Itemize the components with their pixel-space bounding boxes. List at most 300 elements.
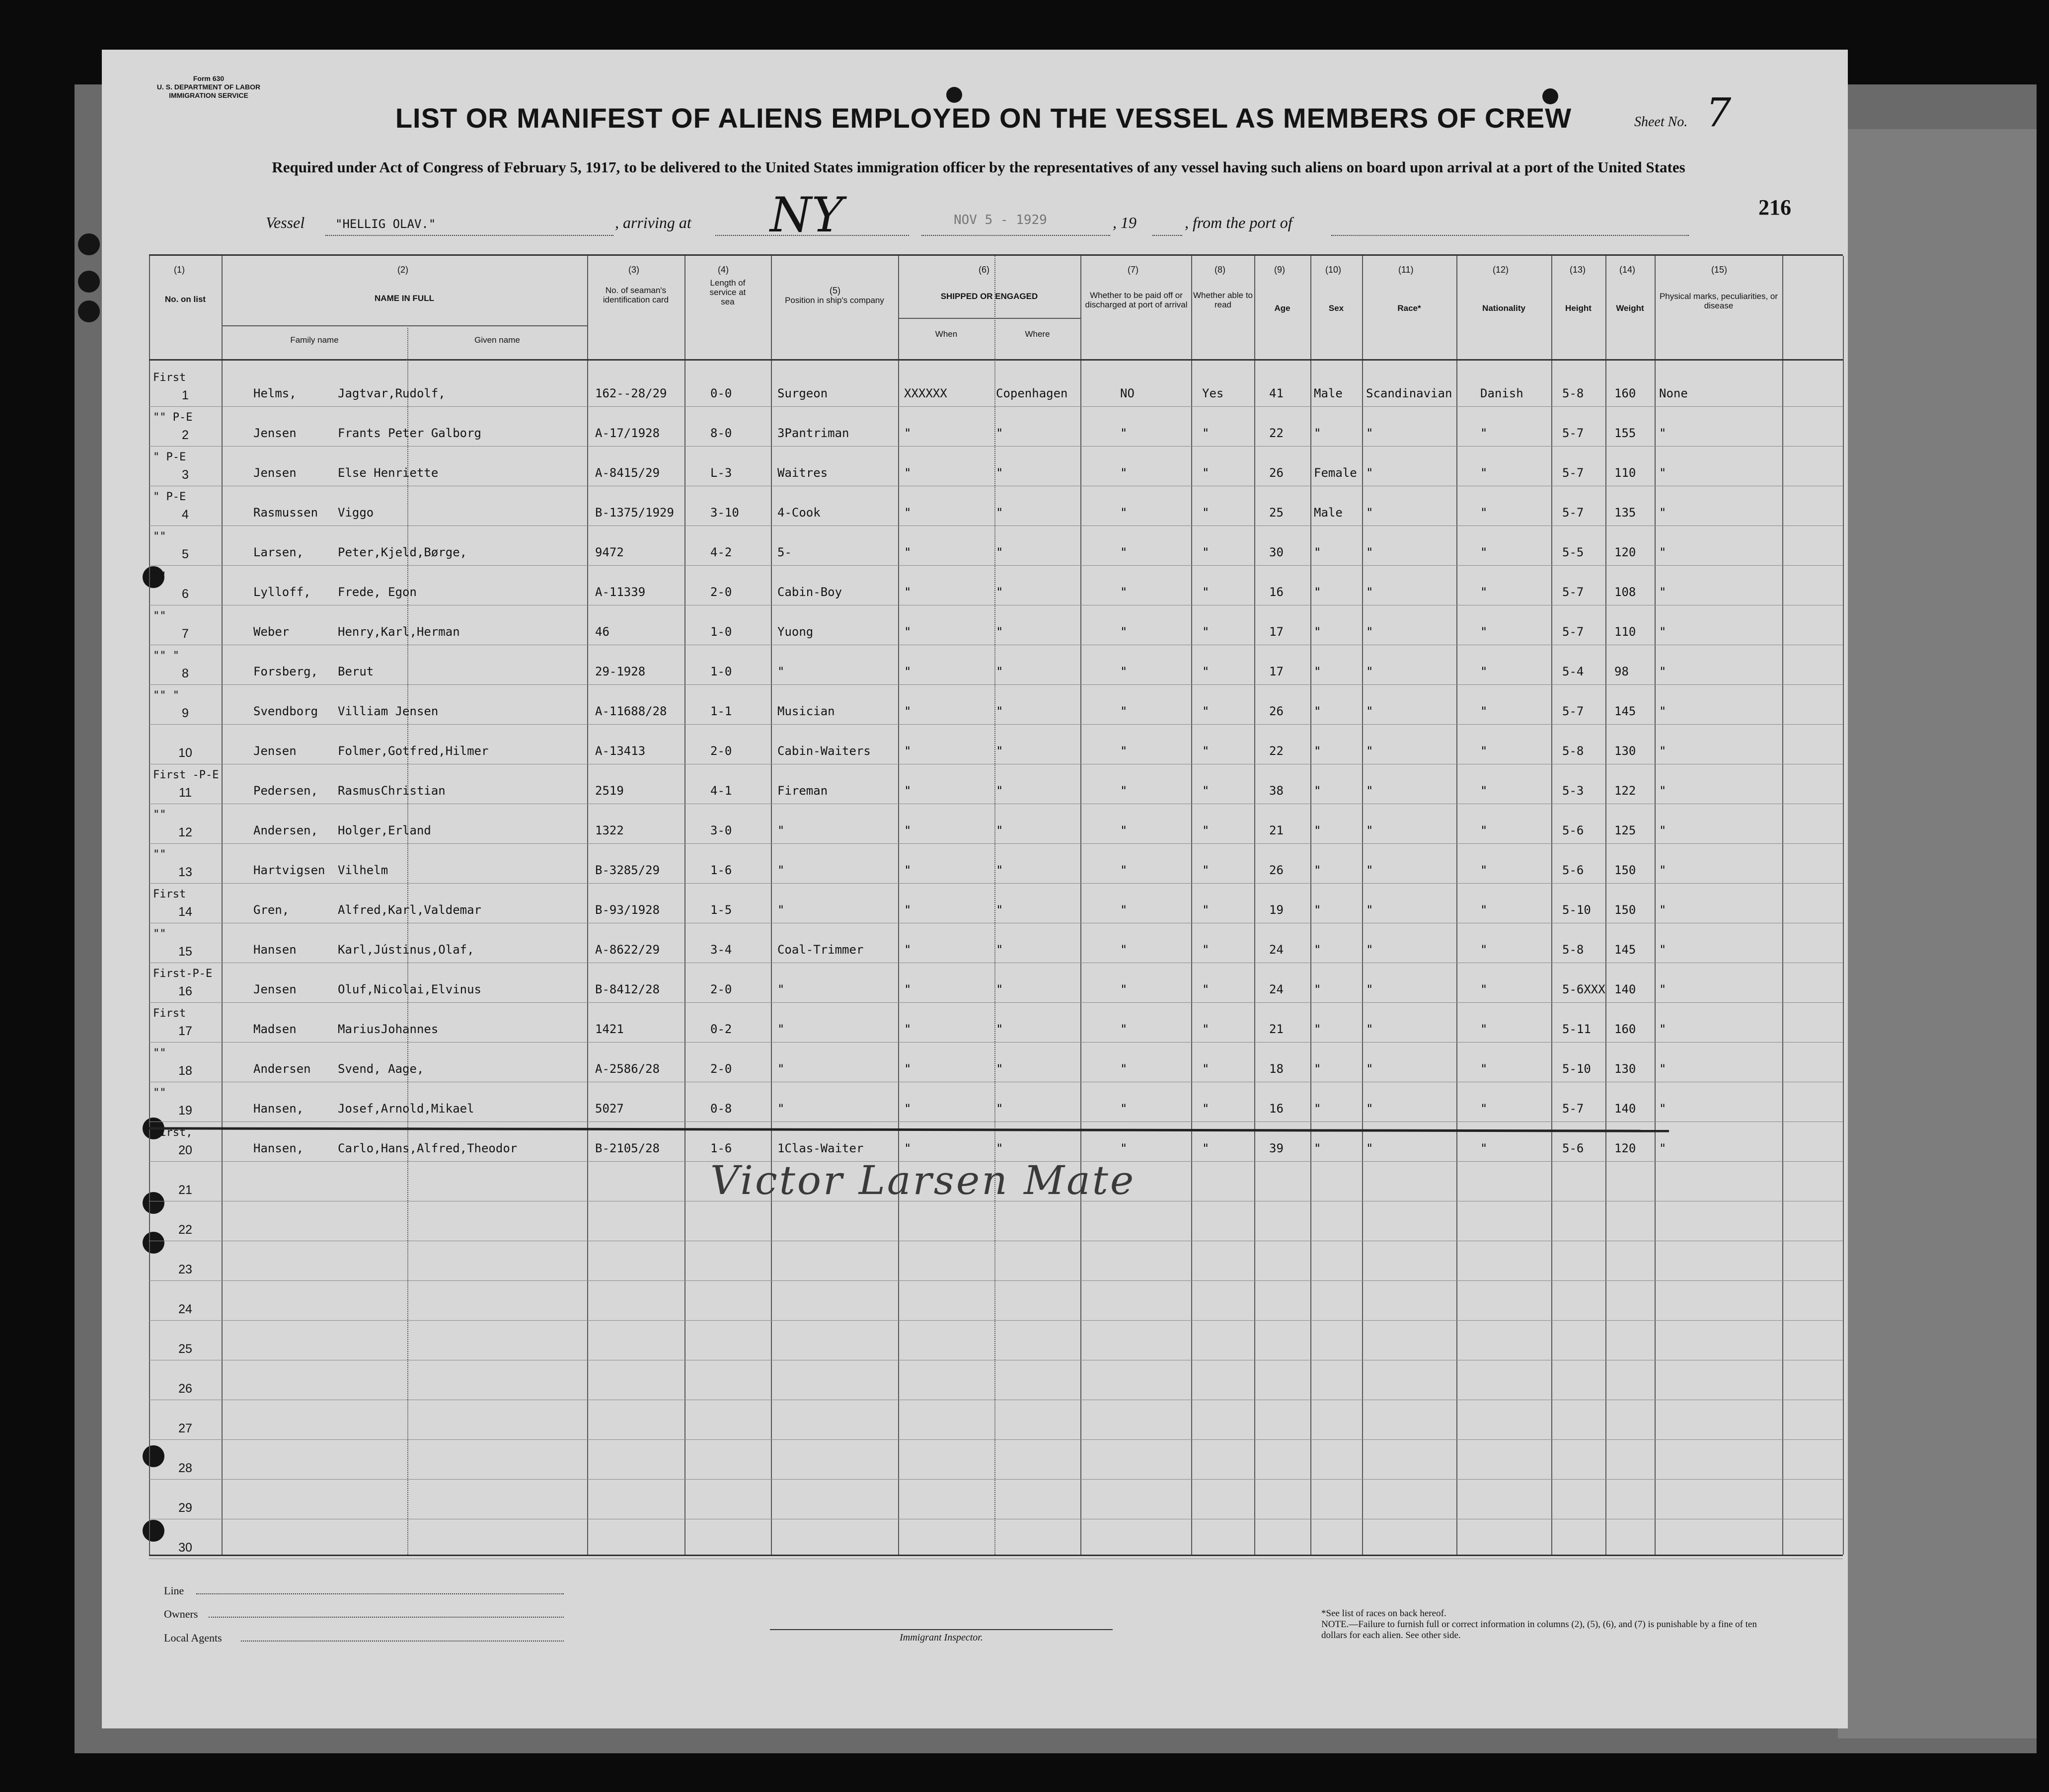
first-trip-mark: First <box>153 888 186 900</box>
sex: " <box>1314 665 1321 678</box>
given-name: Else Henriette <box>338 466 439 480</box>
row-number: 29 <box>178 1501 192 1515</box>
card-number: B-93/1928 <box>595 903 660 917</box>
physical-marks: " <box>1659 545 1667 559</box>
col11-num: (11) <box>1398 265 1414 275</box>
card-number: 2519 <box>595 784 624 798</box>
height: 5-8 <box>1562 943 1584 957</box>
card-number: A-17/1928 <box>595 426 660 440</box>
given-name: Alfred,Karl,Valdemar <box>338 903 481 917</box>
inspector-signature-line: Immigrant Inspector. <box>770 1629 1113 1643</box>
position: " <box>777 863 785 877</box>
service-length: 1-6 <box>710 1141 732 1155</box>
family-name: Helms, <box>253 386 297 400</box>
weight: 140 <box>1614 982 1636 996</box>
row-number: 21 <box>178 1183 192 1197</box>
card-number: B-8412/28 <box>595 982 660 996</box>
able-to-read: " <box>1202 1022 1210 1036</box>
weight: 120 <box>1614 1141 1636 1155</box>
age: 39 <box>1269 1141 1284 1155</box>
nationality: " <box>1480 704 1488 718</box>
punch-hole <box>78 233 100 255</box>
shipped-where: " <box>996 823 1003 837</box>
position: Musician <box>777 704 835 718</box>
agents-label: Local Agents <box>164 1632 222 1644</box>
paid-off: " <box>1120 1062 1128 1076</box>
nationality: " <box>1480 506 1488 520</box>
physical-marks: " <box>1659 863 1667 877</box>
family-name-header: Family name <box>290 335 339 345</box>
physical-marks: " <box>1659 506 1667 520</box>
sex: Female <box>1314 466 1357 480</box>
paid-off: " <box>1120 1141 1128 1155</box>
row-number: 13 <box>178 865 192 879</box>
race: " <box>1366 545 1373 559</box>
weight: 122 <box>1614 784 1636 798</box>
shipped-when: " <box>904 1102 911 1116</box>
given-name: Holger,Erland <box>338 823 431 837</box>
first-trip-mark: "" <box>153 570 166 583</box>
height: 5-3 <box>1562 784 1584 798</box>
position: Cabin-Boy <box>777 585 842 599</box>
family-name: Lylloff, <box>253 585 311 599</box>
col13-num: (13) <box>1570 265 1586 275</box>
height: 5-8 <box>1562 386 1584 400</box>
col1-num: (1) <box>174 265 185 275</box>
age: 21 <box>1269 1022 1284 1036</box>
age: 17 <box>1269 665 1284 678</box>
height: 5-7 <box>1562 506 1584 520</box>
shipped-when: " <box>904 625 911 639</box>
given-name: Svend, Aage, <box>338 1062 424 1076</box>
age: 24 <box>1269 943 1284 957</box>
nationality: " <box>1480 982 1488 996</box>
height: 5-6XXX <box>1562 982 1605 996</box>
physical-marks: None <box>1659 386 1688 400</box>
shipped-where: " <box>996 665 1003 678</box>
row-number: 5 <box>182 547 189 561</box>
row-number: 9 <box>182 706 189 720</box>
able-to-read: Yes <box>1202 386 1224 400</box>
shipped-where: " <box>996 1022 1003 1036</box>
shipped-when: " <box>904 545 911 559</box>
card-number: A-8622/29 <box>595 943 660 957</box>
service-length: 8-0 <box>710 426 732 440</box>
vessel-name: "HELLIG OLAV." <box>335 217 436 231</box>
height: 5-10 <box>1562 903 1591 917</box>
first-trip-mark: "" <box>153 809 166 821</box>
paid-off: " <box>1120 982 1128 996</box>
race: " <box>1366 704 1373 718</box>
shipped-where: " <box>996 903 1003 917</box>
row-number: 6 <box>182 587 189 601</box>
service-length: 3-4 <box>710 943 732 957</box>
weight: 160 <box>1614 386 1636 400</box>
row-number: 20 <box>178 1143 192 1157</box>
able-to-read: " <box>1202 784 1210 798</box>
shipped-where: " <box>996 1102 1003 1116</box>
line-field <box>196 1593 564 1594</box>
where-header: Where <box>1025 329 1050 339</box>
paid-off: " <box>1120 545 1128 559</box>
card-number: 46 <box>595 625 609 639</box>
age: 24 <box>1269 982 1284 996</box>
able-to-read: " <box>1202 863 1210 877</box>
sex: " <box>1314 1102 1321 1116</box>
paid-off: " <box>1120 784 1128 798</box>
paid-off: " <box>1120 506 1128 520</box>
col9-num: (9) <box>1274 265 1285 275</box>
age: 22 <box>1269 426 1284 440</box>
weight: 110 <box>1614 466 1636 480</box>
col6-num: (6) <box>979 265 989 275</box>
given-name: MariusJohannes <box>338 1022 439 1036</box>
able-to-read: " <box>1202 903 1210 917</box>
able-to-read: " <box>1202 506 1210 520</box>
race: " <box>1366 1062 1373 1076</box>
master-signature: Victor Larsen Mate <box>710 1157 1136 1203</box>
nationality: " <box>1480 1022 1488 1036</box>
shipped-where: " <box>996 784 1003 798</box>
card-number: A-2586/28 <box>595 1062 660 1076</box>
row-number: 7 <box>182 627 189 641</box>
sex: " <box>1314 545 1321 559</box>
paid-off: " <box>1120 426 1128 440</box>
row-number: 26 <box>178 1382 192 1396</box>
row-number: 10 <box>178 746 192 760</box>
col8-header: Whether able to read <box>1193 291 1253 309</box>
card-number: B-3285/29 <box>595 863 660 877</box>
physical-marks: " <box>1659 665 1667 678</box>
row-number: 25 <box>178 1342 192 1356</box>
weight: 108 <box>1614 585 1636 599</box>
age: 41 <box>1269 386 1284 400</box>
col15-num: (15) <box>1711 265 1728 275</box>
age: 26 <box>1269 863 1284 877</box>
family-name: Rasmussen <box>253 506 318 520</box>
paid-off: " <box>1120 744 1128 758</box>
fine-note: NOTE.—Failure to furnish full or correct information in columns (2), (5), (6), and (7) is punishable by a fine of ten dollars for each alien. See other side. <box>1321 1619 1757 1641</box>
race: " <box>1366 784 1373 798</box>
paid-off: " <box>1120 625 1128 639</box>
age: 17 <box>1269 625 1284 639</box>
nationality: " <box>1480 863 1488 877</box>
col2-header: NAME IN FULL <box>375 294 434 303</box>
service-length: 0-0 <box>710 386 732 400</box>
requirement-text: Required under Act of Congress of February 5, 1917, to be delivered to the United States immigration officer by the representatives of any vessel having such aliens on board upon arrival at a port of the United States <box>272 158 1685 176</box>
row-number: 22 <box>178 1223 192 1237</box>
service-length: 1-6 <box>710 863 732 877</box>
sex: " <box>1314 1062 1321 1076</box>
punch-hole <box>78 300 100 322</box>
family-name: Andersen, <box>253 823 318 837</box>
given-name: Jagtvar,Rudolf, <box>338 386 446 400</box>
nationality: " <box>1480 1062 1488 1076</box>
row-number: 15 <box>178 945 192 959</box>
row-number: 12 <box>178 825 192 839</box>
shipped-where: " <box>996 585 1003 599</box>
age: 38 <box>1269 784 1284 798</box>
row-number: 8 <box>182 667 189 680</box>
card-number: 1421 <box>595 1022 624 1036</box>
nationality: " <box>1480 625 1488 639</box>
row-divider <box>149 724 1843 725</box>
weight: 150 <box>1614 863 1636 877</box>
row-number: 28 <box>178 1461 192 1475</box>
first-trip-mark: "" " <box>153 689 179 702</box>
row-divider <box>149 843 1843 844</box>
given-name: Vilhelm <box>338 863 388 877</box>
shipped-when: " <box>904 863 911 877</box>
family-name: Larsen, <box>253 545 304 559</box>
row-number: 1 <box>182 388 189 402</box>
family-name: Forsberg, <box>253 665 318 678</box>
page-title: LIST OR MANIFEST OF ALIENS EMPLOYED ON THE VESSEL AS MEMBERS OF CREW <box>395 102 1572 134</box>
col3-num: (3) <box>628 265 639 275</box>
height: 5-7 <box>1562 1102 1584 1116</box>
nationality: " <box>1480 903 1488 917</box>
first-trip-mark: First, <box>153 1126 193 1139</box>
weight: 130 <box>1614 1062 1636 1076</box>
race: " <box>1366 744 1373 758</box>
row-divider <box>149 1479 1843 1480</box>
weight: 135 <box>1614 506 1636 520</box>
race: " <box>1366 1102 1373 1116</box>
sex: " <box>1314 982 1321 996</box>
shipped-when: " <box>904 982 911 996</box>
family-name: Hansen, <box>253 1102 304 1116</box>
height: 5-10 <box>1562 1062 1591 1076</box>
row-number: 4 <box>182 508 189 522</box>
first-trip-mark: "" <box>153 1087 166 1099</box>
able-to-read: " <box>1202 426 1210 440</box>
race: " <box>1366 1022 1373 1036</box>
service-length: 3-0 <box>710 823 732 837</box>
family-name: Pedersen, <box>253 784 318 798</box>
row-number: 30 <box>178 1541 192 1555</box>
height: 5-8 <box>1562 744 1584 758</box>
race: " <box>1366 823 1373 837</box>
height: 5-5 <box>1562 545 1584 559</box>
shipped-when: " <box>904 1141 911 1155</box>
given-name: Oluf,Nicolai,Elvinus <box>338 982 481 996</box>
physical-marks: " <box>1659 585 1667 599</box>
able-to-read: " <box>1202 466 1210 480</box>
card-number: 1322 <box>595 823 624 837</box>
race: " <box>1366 943 1373 957</box>
height: 5-7 <box>1562 466 1584 480</box>
backing-sheet-edge <box>1838 129 2037 1738</box>
family-name: Jensen <box>253 426 297 440</box>
position: 3Pantriman <box>777 426 849 440</box>
col2-num: (2) <box>397 265 408 275</box>
family-name: Gren, <box>253 903 290 917</box>
service-length: 0-8 <box>710 1102 732 1116</box>
sex: " <box>1314 784 1321 798</box>
height: 5-7 <box>1562 704 1584 718</box>
race: " <box>1366 665 1373 678</box>
col12-header: Nationality <box>1482 303 1525 313</box>
service-length: 2-0 <box>710 585 732 599</box>
sex: " <box>1314 943 1321 957</box>
agents-field <box>241 1641 564 1642</box>
given-name: Villiam Jensen <box>338 704 439 718</box>
service-name: IMMIGRATION SERVICE <box>169 91 248 99</box>
position: " <box>777 1102 785 1116</box>
weight: 120 <box>1614 545 1636 559</box>
line-label: Line <box>164 1584 184 1597</box>
row-number: 11 <box>179 786 192 800</box>
shipped-when: " <box>904 823 911 837</box>
card-number: 5027 <box>595 1102 624 1116</box>
physical-marks: " <box>1659 982 1667 996</box>
paid-off: " <box>1120 863 1128 877</box>
position: Surgeon <box>777 386 828 400</box>
height: 5-7 <box>1562 625 1584 639</box>
age: 16 <box>1269 1102 1284 1116</box>
family-name: Jensen <box>253 466 297 480</box>
shipped-when: " <box>904 426 911 440</box>
row-divider <box>149 883 1843 884</box>
paid-off: " <box>1120 1022 1128 1036</box>
row-divider <box>149 1002 1843 1003</box>
crew-table <box>149 254 1843 1556</box>
physical-marks: " <box>1659 744 1667 758</box>
row-number: 23 <box>178 1263 192 1276</box>
col10-header: Sex <box>1328 303 1344 313</box>
given-name: Viggo <box>338 506 374 520</box>
service-length: 1-0 <box>710 665 732 678</box>
paid-off: NO <box>1120 386 1135 400</box>
punch-hole <box>946 87 962 103</box>
position: 4-Cook <box>777 506 821 520</box>
page-number: 216 <box>1758 195 1791 220</box>
height: 5-6 <box>1562 1141 1584 1155</box>
sex: " <box>1314 426 1321 440</box>
nationality: " <box>1480 426 1488 440</box>
service-length: 0-2 <box>710 1022 732 1036</box>
sex: " <box>1314 903 1321 917</box>
physical-marks: " <box>1659 625 1667 639</box>
from-label: , from the port of <box>1185 214 1292 231</box>
shipped-where: " <box>996 863 1003 877</box>
arriving-field <box>715 187 909 243</box>
row-divider <box>149 684 1843 685</box>
race: " <box>1366 903 1373 917</box>
footnote <box>1321 1608 1768 1641</box>
race: " <box>1366 982 1373 996</box>
col9-header: Age <box>1274 303 1290 313</box>
card-number: A-11688/28 <box>595 704 667 718</box>
physical-marks: " <box>1659 1022 1667 1036</box>
col13-header: Height <box>1565 303 1592 313</box>
row-number: 24 <box>178 1302 192 1316</box>
from-port-field <box>1331 217 1689 236</box>
given-name: RasmusChristian <box>338 784 446 798</box>
shipped-where: " <box>996 1062 1003 1076</box>
weight: 140 <box>1614 1102 1636 1116</box>
age: 25 <box>1269 506 1284 520</box>
col12-num: (12) <box>1493 265 1509 275</box>
col14-num: (14) <box>1619 265 1636 275</box>
age: 26 <box>1269 704 1284 718</box>
height: 5-7 <box>1562 426 1584 440</box>
position: Fireman <box>777 784 828 798</box>
race: " <box>1366 506 1373 520</box>
department-name: U. S. DEPARTMENT OF LABOR <box>156 83 261 91</box>
service-length: 4-2 <box>710 545 732 559</box>
paid-off: " <box>1120 704 1128 718</box>
row-number: 14 <box>178 905 192 919</box>
family-name: Hartvigsen <box>253 863 325 877</box>
physical-marks: " <box>1659 903 1667 917</box>
race: " <box>1366 863 1373 877</box>
height: 5-6 <box>1562 863 1584 877</box>
weight: 98 <box>1614 665 1629 678</box>
service-length: 2-0 <box>710 1062 732 1076</box>
service-length: 1-0 <box>710 625 732 639</box>
nationality: " <box>1480 585 1488 599</box>
row-divider <box>149 446 1843 447</box>
shipped-where: " <box>996 943 1003 957</box>
form-department <box>149 75 268 100</box>
nationality: " <box>1480 1102 1488 1116</box>
able-to-read: " <box>1202 665 1210 678</box>
shipped-where: " <box>996 744 1003 758</box>
position: " <box>777 903 785 917</box>
position: Waitres <box>777 466 828 480</box>
family-name: Jensen <box>253 982 297 996</box>
position: Yuong <box>777 625 814 639</box>
service-length: 1-1 <box>710 704 732 718</box>
weight: 110 <box>1614 625 1636 639</box>
physical-marks: " <box>1659 1102 1667 1116</box>
arriving-label: , arriving at <box>615 214 691 231</box>
race: " <box>1366 585 1373 599</box>
weight: 145 <box>1614 704 1636 718</box>
card-number: B-2105/28 <box>595 1141 660 1155</box>
race-note: *See list of races on back hereof. <box>1321 1608 1446 1619</box>
able-to-read: " <box>1202 545 1210 559</box>
family-name: Weber <box>253 625 290 639</box>
position: Coal-Trimmer <box>777 943 864 957</box>
nationality: " <box>1480 466 1488 480</box>
position: " <box>777 823 785 837</box>
when-header: When <box>935 329 958 339</box>
nationality: " <box>1480 823 1488 837</box>
owners-label: Owners <box>164 1608 198 1620</box>
able-to-read: " <box>1202 744 1210 758</box>
family-name: Svendborg <box>253 704 318 718</box>
given-name: Folmer,Gotfred,Hilmer <box>338 744 489 758</box>
shipped-where: Copenhagen <box>996 386 1068 400</box>
shipped-when: " <box>904 744 911 758</box>
given-name: Karl,Jústinus,Olaf, <box>338 943 474 957</box>
shipped-when: " <box>904 506 911 520</box>
physical-marks: " <box>1659 466 1667 480</box>
service-length: L-3 <box>710 466 732 480</box>
shipped-when: " <box>904 1022 911 1036</box>
row-number: 18 <box>178 1064 192 1078</box>
card-number: A-13413 <box>595 744 646 758</box>
shipped-where: " <box>996 545 1003 559</box>
race: " <box>1366 1141 1373 1155</box>
shipped-where: " <box>996 625 1003 639</box>
date-stamp: NOV 5 - 1929 <box>954 213 1047 227</box>
given-name: Henry,Karl,Herman <box>338 625 460 639</box>
family-name: Andersen <box>253 1062 311 1076</box>
height: 5-6 <box>1562 823 1584 837</box>
